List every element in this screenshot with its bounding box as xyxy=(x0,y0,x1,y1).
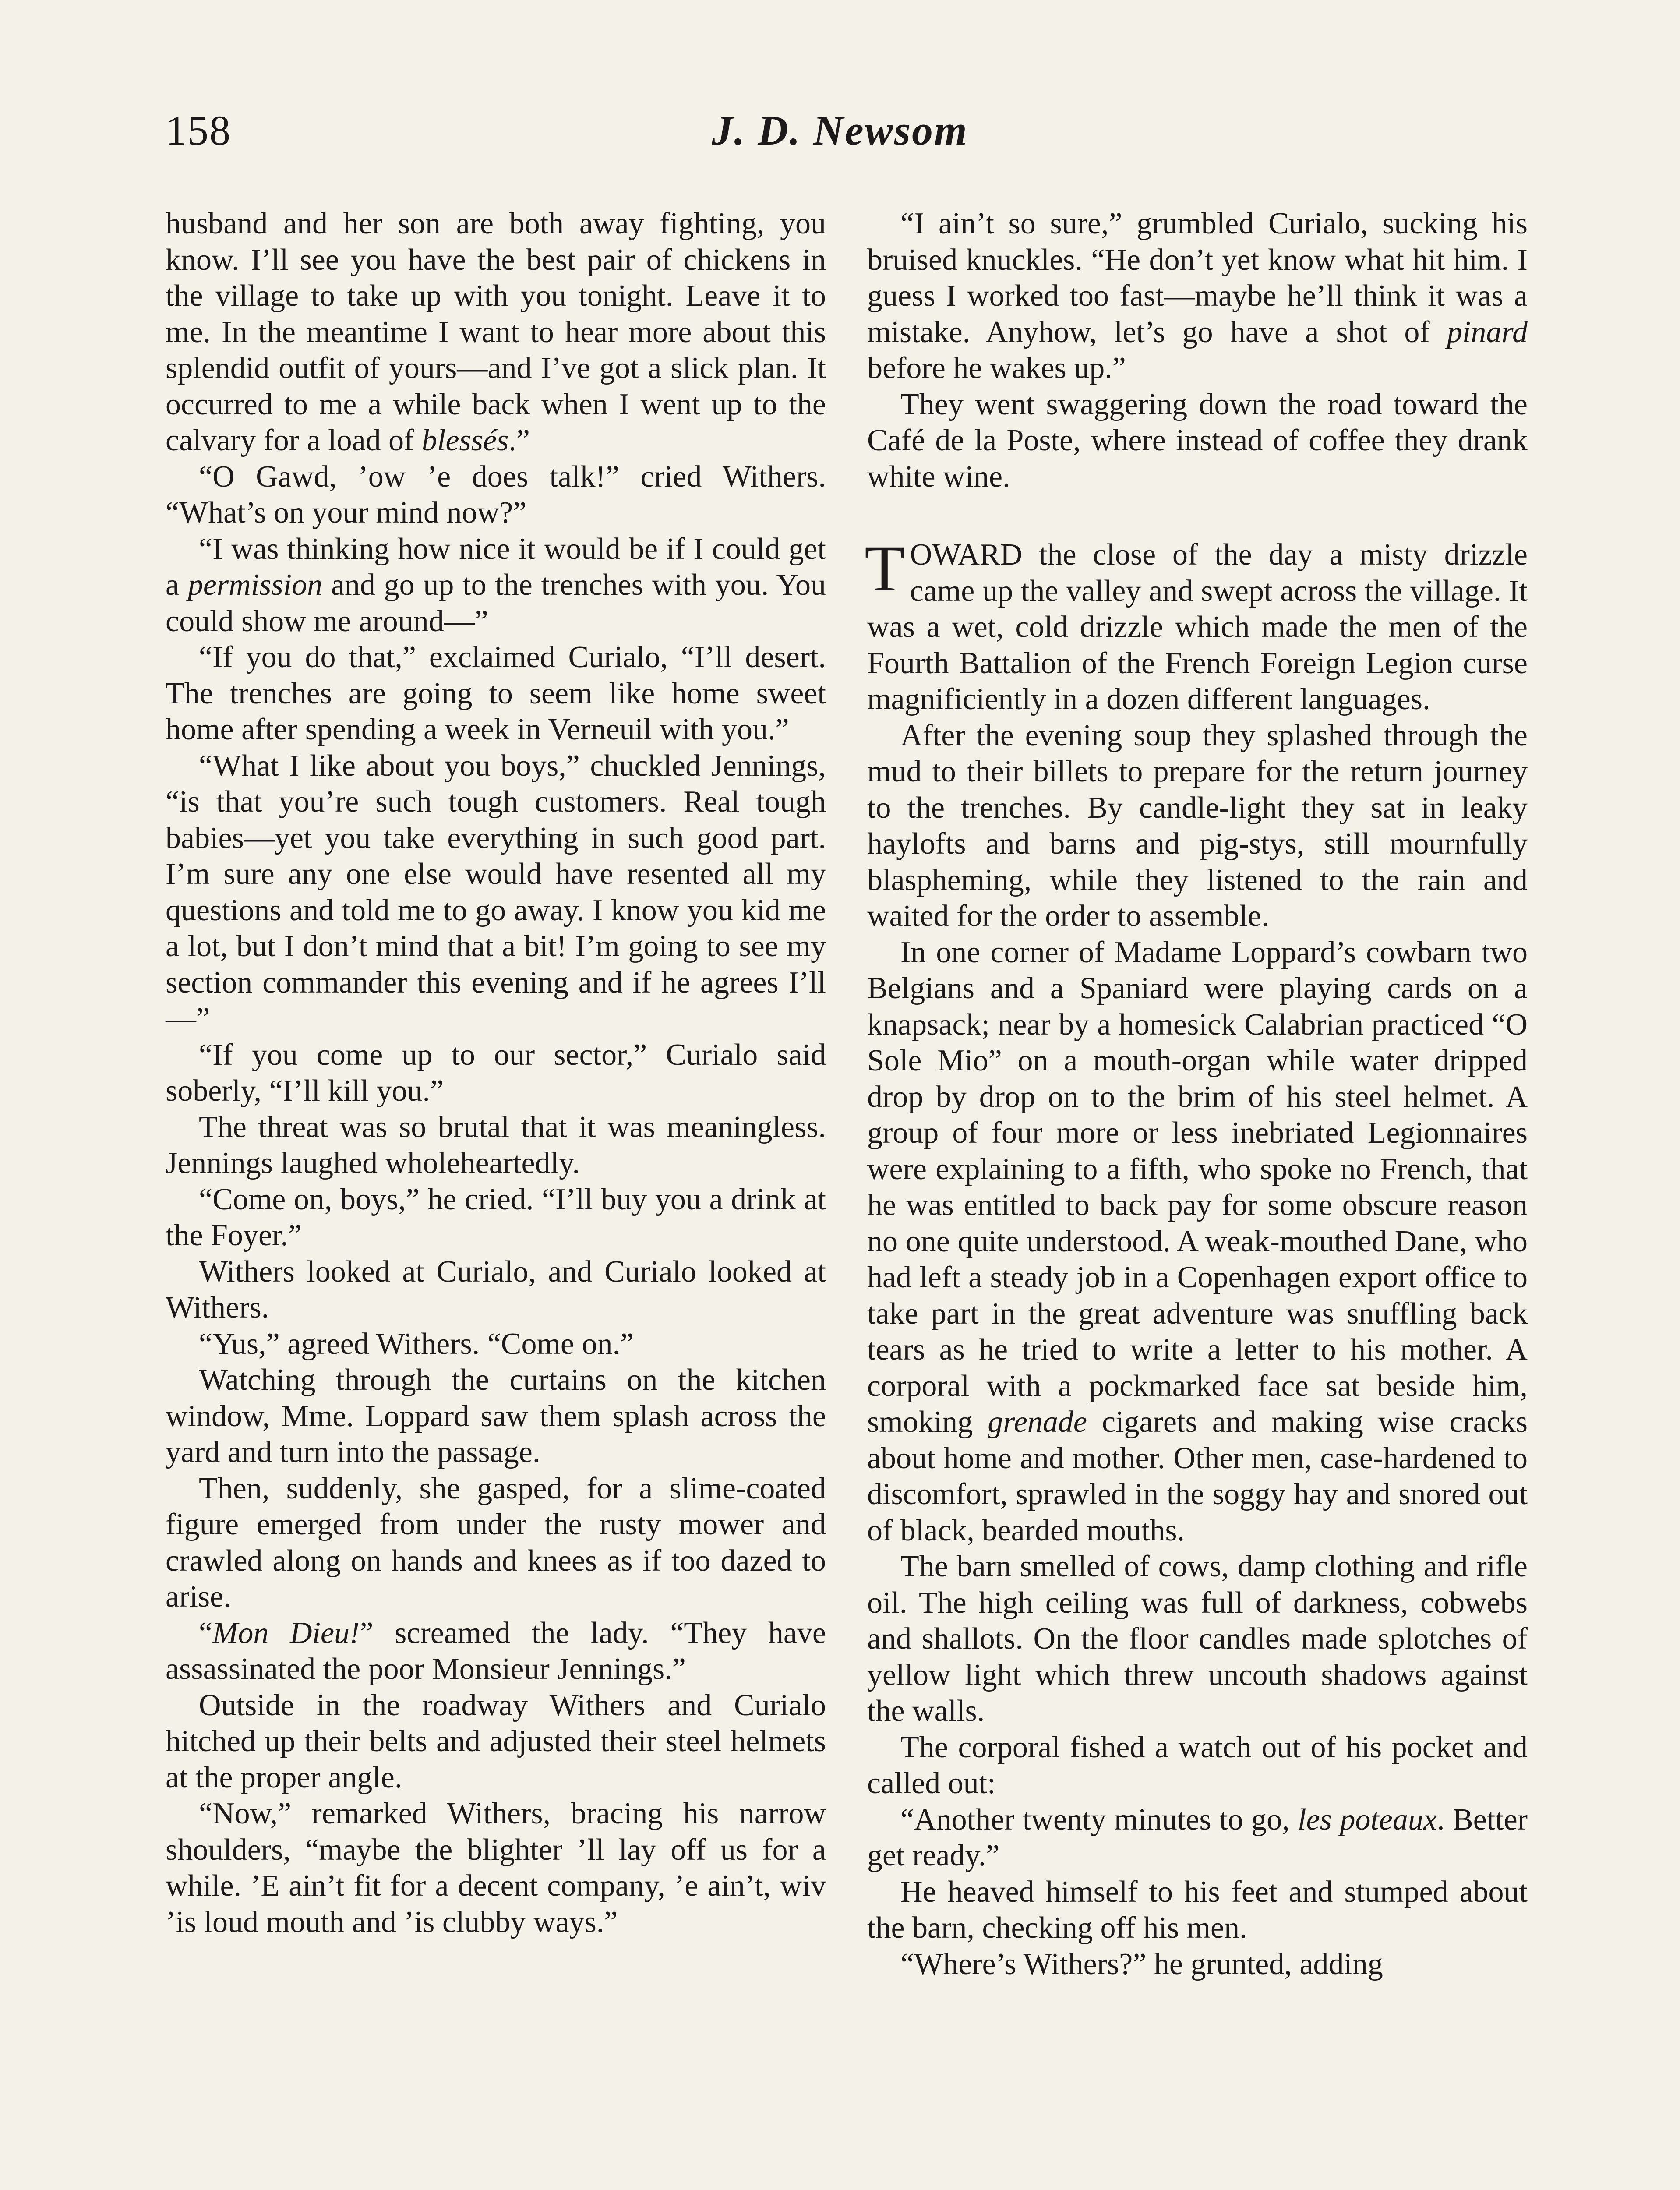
paragraph: “Yus,” agreed Withers. “Come on.” xyxy=(199,1327,634,1361)
paragraph: “If you come up to our sector,” Curialo said soberly, “I’ll kill you.” xyxy=(166,1038,826,1108)
paragraph: After the evening soup they splashed through the mud to their billets to prepare for the return journey to the trenches. By candle-light they sat in leaky haylofts and barns and pig-stys, still mournfully blaspheming, while they listened to the rain and waited for the order to assemble. xyxy=(867,718,1528,933)
paragraph: “Come on, boys,” he cried. “I’ll buy you a drink at the Foyer.” xyxy=(166,1182,826,1252)
paragraph: “Where’s Withers?” he grunted, adding xyxy=(900,1947,1383,1981)
paragraph: husband and her son are both away fighting, you know. I’ll see you have the best pair of chickens in the village to take up with you tonight. Leave it to me. In the meantime I want to hear more about this splendid outfit of yours—and I’ve got a slick plan. It occurred to me a while back when I went up to the calvary for a load of blessés.” xyxy=(166,207,826,457)
paragraph: “If you do that,” exclaimed Curialo, “I’ll desert. The trenches are going to seem like home sweet home after spending a week in Verneuil with you.” xyxy=(166,640,826,746)
paragraph: “I ain’t so sure,” grumbled Curialo, sucking his bruised knuckles. “He don’t yet know what hit him. I guess I worked too fast—maybe he’ll think it was a mistake. Anyhow, let’s go have a shot of pinard before he wakes up.” xyxy=(867,207,1528,385)
paragraph: “O Gawd, ’ow ’e does talk!” cried Withers. “What’s on your mind now?” xyxy=(166,459,826,530)
paragraph: The corporal fished a watch out of his pocket and called out: xyxy=(867,1730,1528,1800)
paragraph: Then, suddenly, she gasped, for a slime-coated figure emerged from under the rusty mower and crawled along on hands and knees as if too dazed to arise. xyxy=(166,1471,826,1614)
paragraph: The threat was so brutal that it was meaningless. Jennings laughed wholeheartedly. xyxy=(166,1110,826,1180)
paragraph: In one corner of Madame Loppard’s cowbarn two Belgians and a Spaniard were playing cards on a knapsack; near by a homesick Calabrian practiced “O Sole Mio” on a mouth-organ while water dripped drop by drop on to the brim of his steel helmet. A group of four more or less inebriated Legionnaires were explaining to a fifth, who spoke no French, that he was entitled to back pay for some obscure reason no one quite understood. A weak-mouthed Dane, who had left a steady job in a Copenhagen export office to take part in the great adventure was snuffling back tears as he tried to write a letter to his mother. A corporal with a pockmarked face sat beside him, smoking grenade cigarets and making wise cracks about home and mother. Other men, case-hardened to discomfort, sprawled in the soggy hay and snored out of black, bearded mouths. xyxy=(867,935,1528,1547)
paragraph: He heaved himself to his feet and stumped about the barn, checking off his men. xyxy=(867,1875,1528,1945)
paragraph: Outside in the roadway Withers and Curialo hitched up their belts and adjusted their steel helmets at the proper angle. xyxy=(166,1688,826,1794)
paragraph: “Mon Dieu!” screamed the lady. “They have assassinated the poor Monsieur Jennings.” xyxy=(166,1616,826,1686)
paragraph: “I was thinking how nice it would be if I could get a permission and go up to the trenches with you. You could show me around—” xyxy=(166,532,826,638)
paragraph: Watching through the curtains on the kitchen window, Mme. Loppard saw them splash across the yard and turn into the passage. xyxy=(166,1363,826,1469)
section-opening-paragraph: TOWARD the close of the day a misty drizzle came up the valley and swept across the village. It was a wet, cold drizzle which made the men of the Fourth Battalion of the French Foreign Legion curse magnificiently in a dozen different languages. xyxy=(865,532,1528,716)
left-column xyxy=(166,206,826,1940)
page-number: 158 xyxy=(166,107,231,154)
paragraph: The barn smelled of cows, damp clothing and rifle oil. The high ceiling was full of darkness, cobwebs and shallots. On the floor candles made splotches of yellow light which threw uncouth shadows against the walls. xyxy=(867,1550,1528,1728)
running-head-author: J. D. Newsom xyxy=(712,107,968,154)
paragraph: “Another twenty minutes to go, les poteaux. Better get ready.” xyxy=(867,1802,1528,1872)
drop-cap: T xyxy=(865,532,905,605)
right-column xyxy=(867,206,1528,1982)
paragraph: “Now,” remarked Withers, bracing his narrow shoulders, “maybe the blighter ’ll lay off us for a while. ’E ain’t fit for a decent company, ’e ain’t, wiv ’is loud mouth and ’is clubby ways.” xyxy=(166,1797,826,1939)
paragraph: “What I like about you boys,” chuckled Jennings, “is that you’re such tough customers. Real tough babies—yet you take everything in such good part. I’m sure any one else would have resented all my questions and told me to go away. I know you kid me a lot, but I don’t mind that a bit! I’m going to see my section commander this evening and if he agrees I’ll—” xyxy=(166,749,826,1035)
paragraph: Withers looked at Curialo, and Curialo looked at Withers. xyxy=(166,1254,826,1325)
paragraph: They went swaggering down the road toward the Café de la Poste, where instead of coffee they drank white wine. xyxy=(867,387,1528,494)
